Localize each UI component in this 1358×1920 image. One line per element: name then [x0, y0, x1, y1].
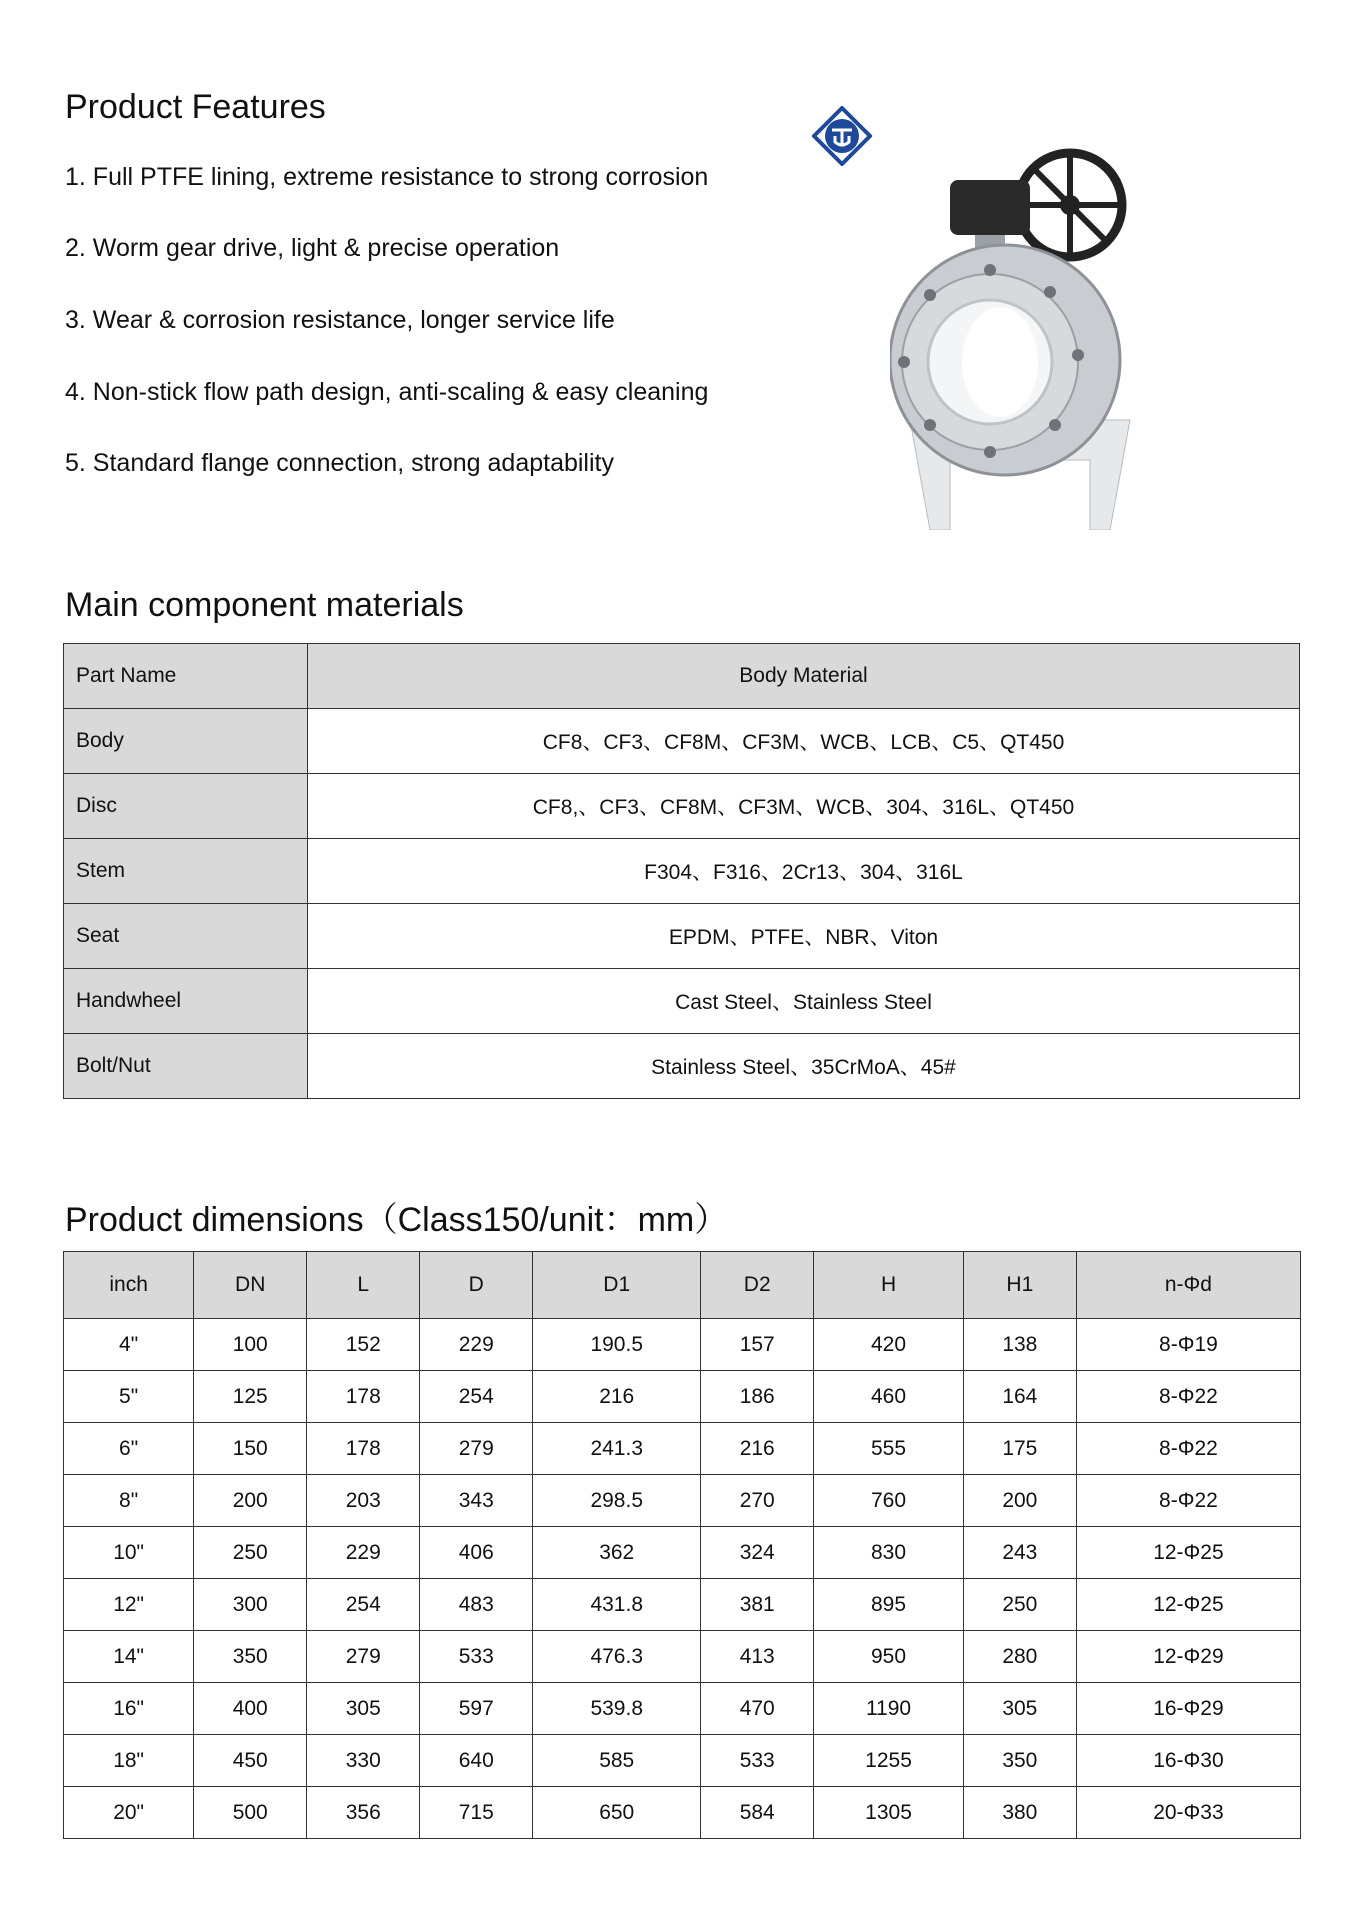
materials-heading: Main component materials: [65, 586, 464, 624]
table-cell: 413: [701, 1631, 814, 1683]
table-row: [64, 1579, 1301, 1631]
table-row: [64, 1319, 1301, 1371]
table-header-row: [64, 1252, 1301, 1319]
part-name-cell: Body: [64, 709, 308, 774]
features-heading: Product Features: [65, 88, 326, 126]
table-cell: 152: [307, 1319, 420, 1371]
materials-table: [63, 643, 1300, 1099]
column-header-part-name: Part Name: [64, 644, 308, 709]
table-cell: 381: [701, 1579, 814, 1631]
table-row: [64, 839, 1300, 904]
part-name-cell: Bolt/Nut: [64, 1034, 308, 1099]
table-cell: 830: [814, 1527, 964, 1579]
column-header: DN: [194, 1252, 307, 1319]
feature-item: 2. Worm gear drive, light & precise operation: [65, 234, 560, 262]
table-cell: 175: [963, 1423, 1076, 1475]
table-header-row: [64, 644, 1300, 709]
table-row: [64, 1034, 1300, 1099]
table-row: [64, 1683, 1301, 1735]
table-cell: 190.5: [533, 1319, 701, 1371]
table-cell: 350: [194, 1631, 307, 1683]
table-cell: 8-Φ22: [1076, 1475, 1300, 1527]
table-row: [64, 904, 1300, 969]
table-cell: 12-Φ29: [1076, 1631, 1300, 1683]
column-header: L: [307, 1252, 420, 1319]
table-cell: 186: [701, 1371, 814, 1423]
table-cell: 4": [64, 1319, 194, 1371]
table-cell: 250: [194, 1527, 307, 1579]
table-cell: 715: [420, 1787, 533, 1839]
table-cell: 164: [963, 1371, 1076, 1423]
table-cell: 640: [420, 1735, 533, 1787]
column-header: D: [420, 1252, 533, 1319]
table-cell: 555: [814, 1423, 964, 1475]
table-cell: 200: [963, 1475, 1076, 1527]
table-cell: 895: [814, 1579, 964, 1631]
table-row: [64, 969, 1300, 1034]
table-cell: 279: [307, 1631, 420, 1683]
table-cell: 533: [420, 1631, 533, 1683]
table-cell: 138: [963, 1319, 1076, 1371]
table-cell: 406: [420, 1527, 533, 1579]
column-header: D2: [701, 1252, 814, 1319]
table-cell: 229: [307, 1527, 420, 1579]
table-cell: 216: [701, 1423, 814, 1475]
table-cell: 460: [814, 1371, 964, 1423]
part-name-cell: Disc: [64, 774, 308, 839]
table-cell: 200: [194, 1475, 307, 1527]
material-cell: CF8、CF3、CF8M、CF3M、WCB、LCB、C5、QT450: [308, 709, 1300, 774]
table-row: [64, 1423, 1301, 1475]
table-cell: 10": [64, 1527, 194, 1579]
table-cell: 12-Φ25: [1076, 1579, 1300, 1631]
table-cell: 157: [701, 1319, 814, 1371]
table-row: [64, 1787, 1301, 1839]
table-row: [64, 1527, 1301, 1579]
table-cell: 16-Φ30: [1076, 1735, 1300, 1787]
table-cell: 362: [533, 1527, 701, 1579]
table-cell: 12": [64, 1579, 194, 1631]
table-cell: 241.3: [533, 1423, 701, 1475]
dimensions-heading: Product dimensions（Class150/unit：mm）: [65, 1201, 729, 1239]
material-cell: EPDM、PTFE、NBR、Viton: [308, 904, 1300, 969]
material-cell: Stainless Steel、35CrMoA、45#: [308, 1034, 1300, 1099]
table-cell: 476.3: [533, 1631, 701, 1683]
feature-item: 1. Full PTFE lining, extreme resistance to strong corrosion: [65, 163, 709, 191]
table-cell: 950: [814, 1631, 964, 1683]
feature-item: 4. Non-stick flow path design, anti-scaling & easy cleaning: [65, 378, 709, 406]
table-cell: 203: [307, 1475, 420, 1527]
column-header: H1: [963, 1252, 1076, 1319]
table-cell: 250: [963, 1579, 1076, 1631]
table-cell: 12-Φ25: [1076, 1527, 1300, 1579]
table-cell: 16": [64, 1683, 194, 1735]
table-cell: 330: [307, 1735, 420, 1787]
table-cell: 343: [420, 1475, 533, 1527]
column-header: inch: [64, 1252, 194, 1319]
table-cell: 150: [194, 1423, 307, 1475]
table-cell: 1305: [814, 1787, 964, 1839]
material-cell: CF8,、CF3、CF8M、CF3M、WCB、304、316L、QT450: [308, 774, 1300, 839]
feature-item: 5. Standard flange connection, strong adaptability: [65, 449, 614, 477]
part-name-cell: Stem: [64, 839, 308, 904]
table-cell: 6": [64, 1423, 194, 1475]
column-header-body-material: Body Material: [308, 644, 1300, 709]
feature-item: 3. Wear & corrosion resistance, longer service life: [65, 306, 615, 334]
table-cell: 8-Φ22: [1076, 1423, 1300, 1475]
table-cell: 470: [701, 1683, 814, 1735]
table-cell: 300: [194, 1579, 307, 1631]
table-cell: 539.8: [533, 1683, 701, 1735]
table-cell: 431.8: [533, 1579, 701, 1631]
table-cell: 216: [533, 1371, 701, 1423]
table-cell: 450: [194, 1735, 307, 1787]
table-cell: 20-Φ33: [1076, 1787, 1300, 1839]
table-cell: 1190: [814, 1683, 964, 1735]
table-cell: 298.5: [533, 1475, 701, 1527]
table-cell: 178: [307, 1371, 420, 1423]
table-cell: 8-Φ22: [1076, 1371, 1300, 1423]
table-cell: 125: [194, 1371, 307, 1423]
table-row: [64, 1631, 1301, 1683]
column-header: n-Φd: [1076, 1252, 1300, 1319]
butterfly-valve-image: [890, 130, 1150, 530]
table-cell: 16-Φ29: [1076, 1683, 1300, 1735]
table-row: [64, 1371, 1301, 1423]
table-cell: 254: [420, 1371, 533, 1423]
table-cell: 483: [420, 1579, 533, 1631]
table-cell: 760: [814, 1475, 964, 1527]
table-cell: 229: [420, 1319, 533, 1371]
table-cell: 5": [64, 1371, 194, 1423]
table-row: [64, 1735, 1301, 1787]
table-cell: 350: [963, 1735, 1076, 1787]
table-cell: 100: [194, 1319, 307, 1371]
company-logo-icon: [812, 106, 872, 166]
table-cell: 279: [420, 1423, 533, 1475]
table-cell: 500: [194, 1787, 307, 1839]
table-row: [64, 709, 1300, 774]
table-cell: 8-Φ19: [1076, 1319, 1300, 1371]
table-cell: 356: [307, 1787, 420, 1839]
table-cell: 18": [64, 1735, 194, 1787]
table-cell: 597: [420, 1683, 533, 1735]
table-row: [64, 1475, 1301, 1527]
table-cell: 254: [307, 1579, 420, 1631]
dimensions-table: [63, 1251, 1301, 1839]
material-cell: F304、F316、2Cr13、304、316L: [308, 839, 1300, 904]
table-cell: 20": [64, 1787, 194, 1839]
column-header: D1: [533, 1252, 701, 1319]
table-cell: 8": [64, 1475, 194, 1527]
part-name-cell: Handwheel: [64, 969, 308, 1034]
table-cell: 584: [701, 1787, 814, 1839]
table-cell: 1255: [814, 1735, 964, 1787]
table-cell: 420: [814, 1319, 964, 1371]
table-cell: 324: [701, 1527, 814, 1579]
table-cell: 585: [533, 1735, 701, 1787]
material-cell: Cast Steel、Stainless Steel: [308, 969, 1300, 1034]
table-cell: 305: [963, 1683, 1076, 1735]
column-header: H: [814, 1252, 964, 1319]
table-cell: 533: [701, 1735, 814, 1787]
table-cell: 243: [963, 1527, 1076, 1579]
table-cell: 400: [194, 1683, 307, 1735]
table-cell: 270: [701, 1475, 814, 1527]
table-cell: 280: [963, 1631, 1076, 1683]
part-name-cell: Seat: [64, 904, 308, 969]
table-cell: 14": [64, 1631, 194, 1683]
table-row: [64, 774, 1300, 839]
table-cell: 650: [533, 1787, 701, 1839]
table-cell: 305: [307, 1683, 420, 1735]
table-cell: 380: [963, 1787, 1076, 1839]
table-cell: 178: [307, 1423, 420, 1475]
